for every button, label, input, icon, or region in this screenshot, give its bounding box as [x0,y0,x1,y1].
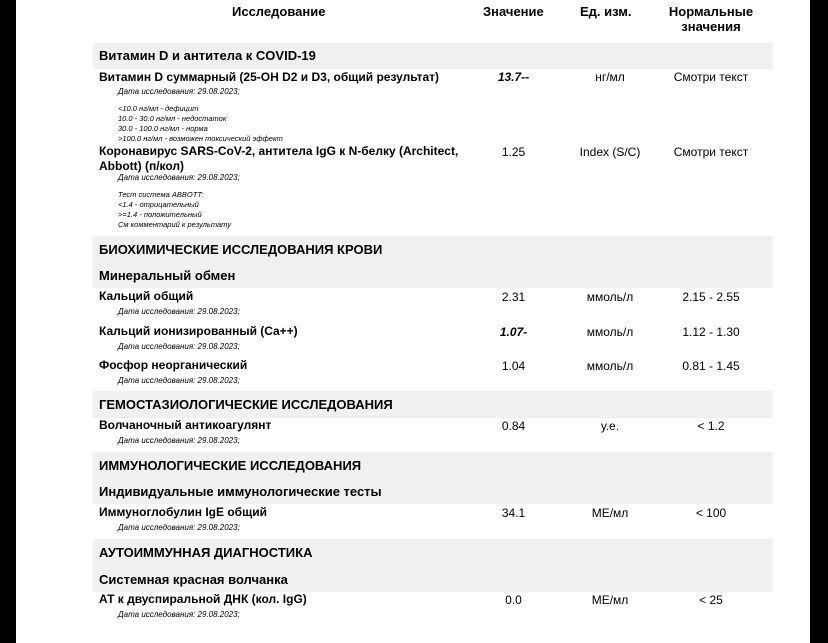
test-norm: < 25 [699,593,723,607]
subsection-immuno-tests: Индивидуальные иммунологические тесты [93,480,773,504]
test-value: 1.04 [501,359,526,373]
test-norm: < 100 [695,506,727,520]
test-value: 1.07- [499,325,528,339]
header-unit: Ед. изм. [580,4,632,19]
test-date: Дата исследования: 29.08.2023; [118,436,240,445]
test-date: Дата исследования: 29.08.2023; [118,307,240,316]
test-norm: < 1.2 [697,419,725,433]
section-immuno: ИММУНОЛОГИЧЕСКИЕ ИССЛЕДОВАНИЯ [93,452,773,480]
test-value: 34.1 [501,506,526,520]
test-date: Дата исследования: 29.08.2023; [118,523,240,532]
test-name: Кальций ионизированный (Ca++) [99,324,298,338]
header-test: Исследование [232,4,326,19]
test-name: АТ к двуспиральной ДНК (кол. IgG) [99,592,307,606]
section-autoimmune: АУТОИММУННАЯ ДИАГНОСТИКА [93,539,773,567]
test-norm: 0.81 - 1.45 [682,359,740,373]
test-norm: Смотри текст [673,145,749,159]
test-name: Коронавирус SARS-CoV-2, антитела IgG к N-белку (Architect, Abbott) (п/кол) [99,144,459,173]
test-name: Фосфор неорганический [99,358,248,372]
test-norm: 2.15 - 2.55 [682,290,740,304]
test-note: <10.0 нг/мл - дефицит 10.0 - 30.0 нг/мл - недостаток 30.0 - 100.0 нг/мл - норма >100.0 нг/мл - возможен токсический эффект [118,104,283,143]
test-date: Дата исследования: 29.08.2023; [118,610,240,619]
test-unit: нг/мл [595,70,625,84]
test-name: Волчаночный антикоагулянт [99,418,272,432]
test-date: Дата исследования: 29.08.2023; [118,87,240,96]
header-value: Значение [483,4,544,19]
test-unit: ммоль/л [586,325,634,339]
test-unit: ммоль/л [586,359,634,373]
test-value: 2.31 [501,290,526,304]
test-name: Витамин D суммарный (25-OH D2 и D3, общий результат) [99,70,440,84]
test-date: Дата исследования: 29.08.2023; [118,376,240,385]
test-unit: МЕ/мл [591,506,629,520]
test-unit: у.е. [600,419,620,433]
test-value: 1.25 [501,145,526,159]
test-date: Дата исследования: 29.08.2023; [118,173,240,182]
subsection-sle: Системная красная волчанка [93,567,773,592]
test-unit: МЕ/мл [591,593,629,607]
section-covid: Витамин D и антитела к COVID-19 [93,43,773,69]
subsection-mineral: Минеральный обмен [93,264,773,288]
test-norm: 1.12 - 1.30 [682,325,740,339]
lab-report-page [16,0,810,643]
test-value: 0.84 [501,419,526,433]
test-value: 13.7-- [497,70,530,84]
section-biochem: БИОХИМИЧЕСКИЕ ИССЛЕДОВАНИЯ КРОВИ [93,236,773,264]
section-hemostasis: ГЕМОСТАЗИОЛОГИЧЕСКИЕ ИССЛЕДОВАНИЯ [93,391,773,418]
test-name: Кальций общий [99,289,194,303]
test-note: Тест система ABBOTT: <1.4 - отрицательный >=1.4 - положительный См комментарий к результату [118,190,231,229]
test-date: Дата исследования: 29.08.2023; [118,342,240,351]
test-value: 0.0 [505,593,522,607]
test-norm: Смотри текст [673,70,749,84]
test-name: Иммуноглобулин IgE общий [99,505,267,519]
test-unit: Index (S/C) [579,145,641,159]
header-norm: Нормальные значения [668,4,754,34]
test-unit: ммоль/л [586,290,634,304]
